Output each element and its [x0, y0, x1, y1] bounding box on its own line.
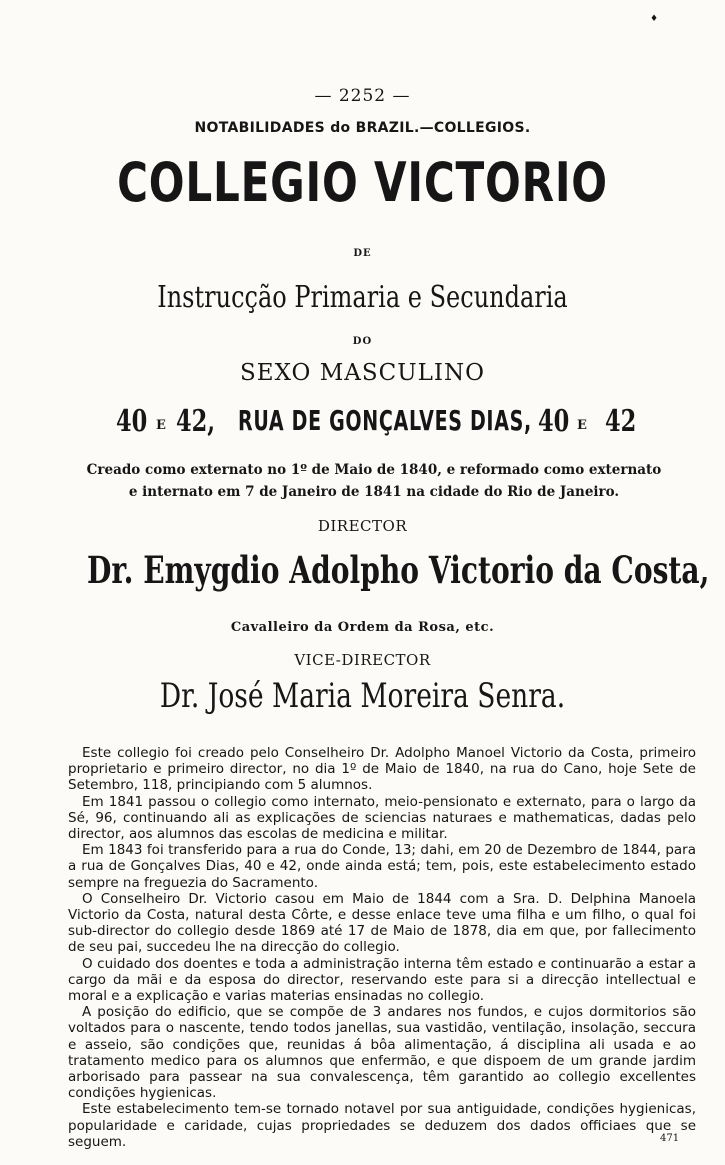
- gender-heading: SEXO MASCULINO: [240, 360, 485, 386]
- main-title: COLLEGIO VICTORIO: [117, 151, 608, 214]
- paragraph: A posição do edificio, que se compõe de 3 andares nos fundos, e cujos dormitorios são voltados para o nascente, tendo todos janellas, sua vastidão, ventilação, insolação, seccura e asseio, são condições que, reunidas á bôa alimentação, á disciplina ali usada e ao tratamento medico para os alumnos que enfermão, e que dispoem de um grande jardim arborisado para passear na sua convalescença, têm garantido ao collegio excellentes condições hygienicas.: [68, 1004, 696, 1102]
- preposition-do: DO: [352, 336, 373, 347]
- paragraph: O Conselheiro Dr. Victorio casou em Maio de 1844 com a Sra. D. Delphina Manoela Victorio da Costa, natural desta Côrte, e desse enlace teve uma filha e um filho, o qual foi sub-director do collegio desde 1869 até 17 de Maio de 1878, dia em que, por fallecimento de seu pai, succedeu lhe na direcção do collegio.: [68, 890, 696, 956]
- address-street: RUA DE GONÇALVES DIAS,: [238, 404, 532, 437]
- footer-number: 471: [660, 1133, 680, 1144]
- corner-mark: ♦: [650, 14, 659, 24]
- vice-director-label: VICE-DIRECTOR: [294, 651, 431, 669]
- founded-line-2: e internato em 7 de Janeiro de 1841 na cidade do Rio de Janeiro.: [128, 484, 620, 500]
- paragraph: Em 1843 foi transferido para a rua do Conde, 13; dahi, em 20 de Dezembro de 1844, para a rua de Gonçalves Dias, 40 e 42, onde ainda está; tem, pois, este estabelecimento estado sempre na freguezia do Sacramento.: [68, 842, 696, 891]
- director-name: Dr. Emygdio Adolpho Victorio da Costa,: [87, 548, 710, 592]
- address-e-1: E: [156, 418, 166, 433]
- paragraph: Este collegio foi creado pelo Conselheiro Dr. Adolpho Manoel Victorio da Costa, primeiro proprietario e primeiro director, no dia 1º de Maio de 1840, na rua do Cano, hoje Sete de Setembro, 118, principiando com 5 alumnos.: [68, 745, 696, 794]
- address-line: [0, 404, 725, 448]
- founded-line-1: Creado como externato no 1º de Maio de 1840, e reformado como externato: [86, 462, 662, 478]
- page-number: — 2252 —: [314, 86, 411, 106]
- director-honor: Cavalleiro da Ordem da Rosa, etc.: [230, 620, 495, 635]
- preposition-de: DE: [353, 248, 372, 259]
- address-number-1: 40: [116, 404, 148, 439]
- paragraph: Este estabelecimento tem-se tornado notavel por sua antiguidade, condições hygienicas, popularidade e caridade, cujas propriedades se deduzem dos dados officiaes que se seguem.: [68, 1101, 696, 1150]
- paragraph: Em 1841 passou o collegio como internato, meio-pensionato e externato, para o largo da Sé, 96, continuando ali as explicações de sciencias naturaes e mathematicas, dadas pelo director, aos alumnos das escolas de medicina e militar.: [68, 793, 696, 843]
- address-number-2: 42,: [176, 404, 216, 439]
- section-header: NOTABILIDADES do BRAZIL.—COLLEGIOS.: [194, 120, 531, 136]
- instruction-heading: Instrucção Primaria e Secundaria: [157, 280, 568, 315]
- paragraph: O cuidado dos doentes e toda a administração interna têm estado e continuarão a estar a cargo da mãi e da esposa do director, reservando este para si a direcção intellectual e moral e a explicação e varias materias ensinadas no collegio.: [68, 955, 696, 1005]
- address-number-4: 42: [605, 404, 637, 439]
- address-number-3: 40: [538, 404, 570, 439]
- address-e-2: E: [577, 418, 587, 433]
- director-label: DIRECTOR: [317, 517, 408, 535]
- vice-director-name: Dr. José Maria Moreira Senra.: [159, 676, 566, 716]
- body-text: [68, 745, 696, 1150]
